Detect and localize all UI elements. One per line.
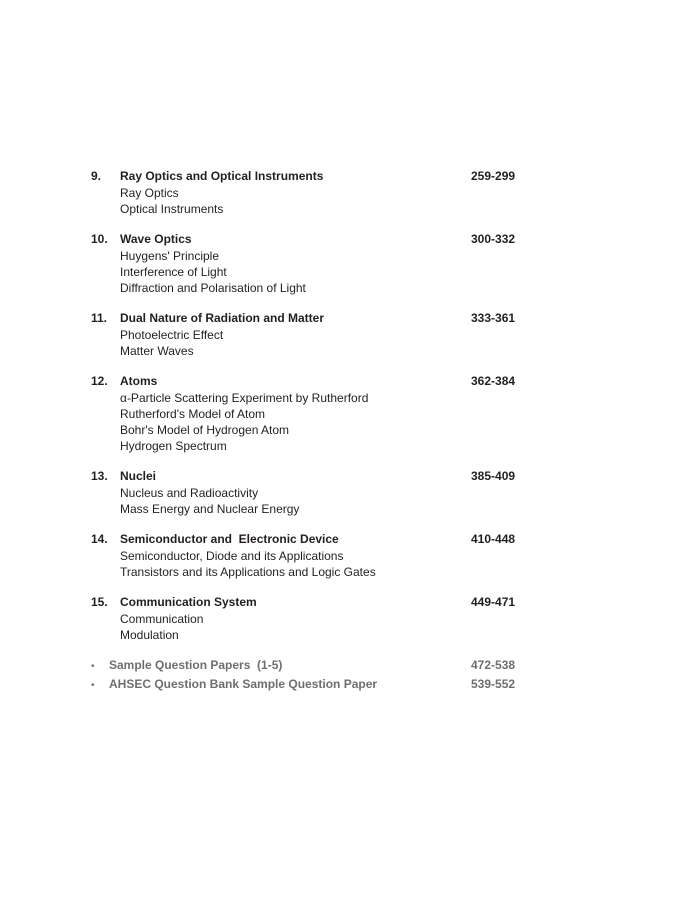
chapter-15 — [91, 595, 521, 643]
extra-pages: 539-552 — [471, 677, 516, 691]
topic-item: Nucleus and Radioactivity — [120, 486, 259, 500]
extra-item-sample-papers — [91, 658, 521, 677]
chapter-title: Semiconductor and Electronic Device — [120, 532, 339, 546]
chapter-pages: 449-471 — [471, 595, 516, 609]
topic-item: Interference of Light — [120, 265, 227, 279]
topic-item: Huygens' Principle — [120, 249, 220, 263]
topic-item: Hydrogen Spectrum — [120, 439, 227, 453]
topic-item: Photoelectric Effect — [120, 328, 224, 342]
topic-item: Matter Waves — [120, 344, 194, 358]
topic-item: Bohr's Model of Hydrogen Atom — [120, 423, 290, 437]
chapter-title: Nuclei — [120, 469, 157, 483]
chapter-title: Ray Optics and Optical Instruments — [120, 169, 324, 183]
chapter-title: Communication System — [120, 595, 257, 609]
topic-item: Communication — [120, 612, 204, 626]
chapter-pages: 259-299 — [471, 169, 516, 183]
extra-title: AHSEC Question Bank Sample Question Paper — [109, 677, 378, 691]
chapter-title: Wave Optics — [120, 232, 192, 246]
bullet-icon: • — [91, 661, 95, 672]
chapter-title: Dual Nature of Radiation and Matter — [120, 311, 325, 325]
chapter-10 — [91, 232, 521, 296]
topic-list — [91, 327, 521, 359]
topic-item: Mass Energy and Nuclear Energy — [120, 502, 300, 516]
chapter-pages: 333-361 — [471, 311, 516, 325]
topic-item: Transistors and its Applications and Logic Gates — [120, 565, 376, 579]
chapter-pages: 300-332 — [471, 232, 516, 246]
chapter-14 — [91, 532, 521, 580]
topic-list — [91, 390, 521, 454]
chapter-title: Atoms — [120, 374, 158, 388]
chapter-12 — [91, 374, 521, 454]
topic-item: Diffraction and Polarisation of Light — [120, 281, 306, 295]
chapter-pages: 362-384 — [471, 374, 516, 388]
bullet-icon: • — [91, 680, 95, 691]
chapter-9 — [91, 169, 521, 217]
chapter-number: 10. — [91, 232, 108, 246]
topic-list — [91, 485, 521, 517]
table-of-contents — [91, 169, 521, 696]
chapter-number: 14. — [91, 532, 108, 546]
topic-list — [91, 611, 521, 643]
topic-item: Ray Optics — [120, 186, 179, 200]
topic-item: Optical Instruments — [120, 202, 224, 216]
topic-item: Semiconductor, Diode and its Applications — [120, 549, 344, 563]
extra-title: Sample Question Papers (1-5) — [109, 658, 283, 672]
topic-item: α-Particle Scattering Experiment by Rutherford — [120, 391, 369, 405]
chapter-number: 9. — [91, 169, 102, 183]
topic-item: Rutherford's Model of Atom — [120, 407, 266, 421]
chapter-number: 11. — [91, 311, 108, 325]
topic-item: Modulation — [120, 628, 179, 642]
extra-pages: 472-538 — [471, 658, 516, 672]
chapter-pages: 385-409 — [471, 469, 516, 483]
topic-list — [91, 548, 521, 580]
topic-list — [91, 185, 521, 217]
chapter-pages: 410-448 — [471, 532, 516, 546]
extra-sections — [91, 658, 521, 696]
chapter-number: 13. — [91, 469, 108, 483]
chapter-13 — [91, 469, 521, 517]
topic-list — [91, 248, 521, 296]
chapter-number: 12. — [91, 374, 108, 388]
chapter-number: 15. — [91, 595, 108, 609]
extra-item-question-bank — [91, 677, 521, 696]
chapter-11 — [91, 311, 521, 359]
